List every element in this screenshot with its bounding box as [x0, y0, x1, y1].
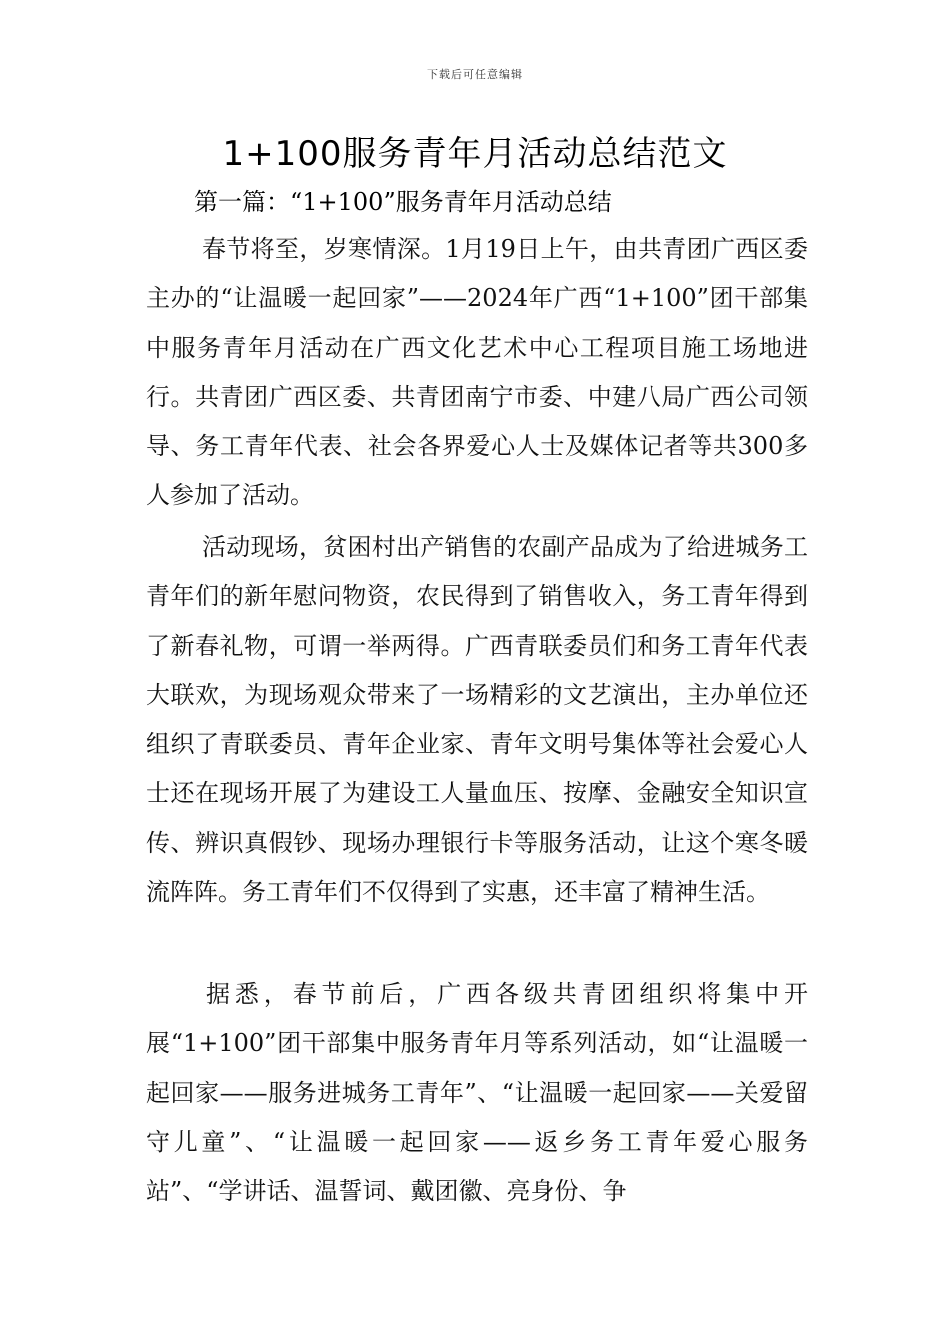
header-note: 下载后可任意编辑: [427, 68, 523, 81]
body-paragraph: 活动现场，贫困村出产销售的农副产品成为了给进城务工青年们的新年慰问物资，农民得到了销售收入，务工青年得到了新春礼物，可谓一举两得。广西青联委员们和务工青年代表大联欢，为现场观众带来了一场精彩的文艺演出，主办单位还组织了青联委员、青年企业家、青年文明号集体等社会爱心人士还在现场开展了为建设工人量血压、按摩、金融安全知识宣传、辨识真假钞、现场办理银行卡等服务活动，让这个寒冬暖流阵阵。务工青年们不仅得到了实惠，还丰富了精神生活。: [146, 533, 808, 907]
section-heading: 第一篇：“1+100”服务青年月活动总结: [194, 188, 612, 216]
body-paragraph: 春节将至，岁寒情深。1月19日上午，由共青团广西区委主办的“让温暖一起回家”——2024年广西“1+100”团干部集中服务青年月活动在广西文化艺术中心工程项目施工场地进行。共青团广西区委、共青团南宁市委、中建八局广西公司领导、务工青年代表、社会各界爱心人士及媒体记者等共300多人参加了活动。: [146, 235, 808, 510]
document-title: 1+100服务青年月活动总结范文: [222, 134, 728, 174]
body-paragraph: 据悉，春节前后，广西各级共青团组织将集中开展“1+100”团干部集中服务青年月等系列活动，如“让温暖一起回家——服务进城务工青年”、“让温暖一起回家——关爱留守儿童”、“让温暖一起回家——返乡务工青年爱心服务站”、“学讲话、温誓词、戴团徽、亮身份、争: [146, 980, 808, 1206]
